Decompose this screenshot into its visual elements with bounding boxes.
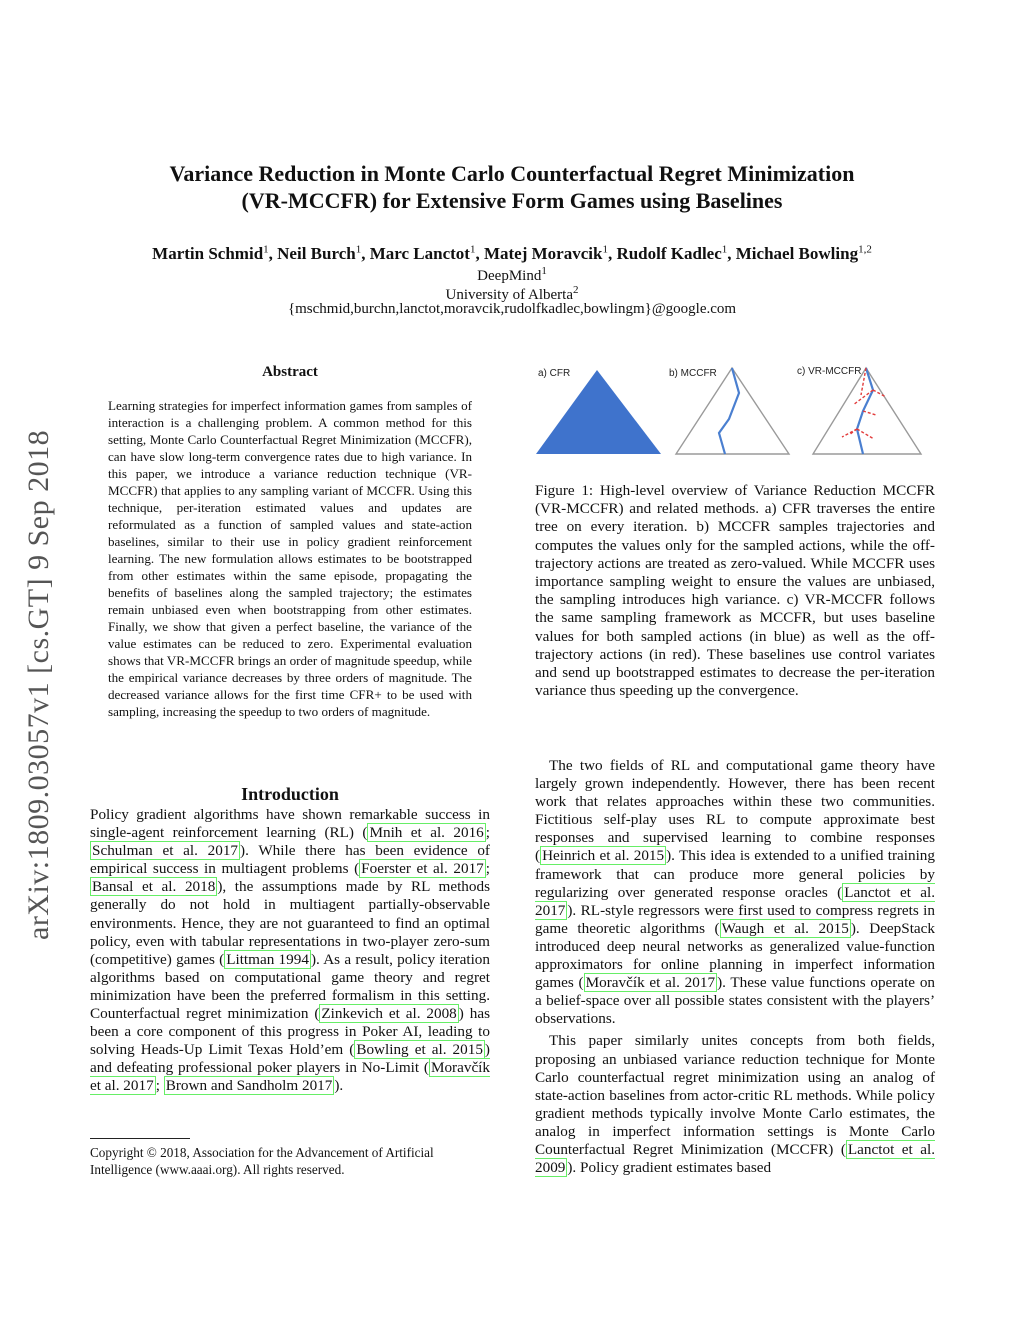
intro-paragraph-2: The two fields of RL and computational game theory have largely grown independently. However, there has been recent work that relates approaches within these two communities. Fictitious self-play uses RL to compute approximate best responses and supervised learning to combine responses ( Heinrich et al. 2015 ). This idea is extended to a unified training framework that can produce more general policies by regularizing over generated response oracles ( Lanctot et al. 2017 ). RL-style regressors were first used to compress regrets in game theoretic algorithms ( Waugh et al. 2015 ). DeepStack introduced deep neural networks as generalized value-function approximators for online planning in imperfect information games ( Moravčík et al. 2017 ). These value functions operate on a belief-space over all possible states consistent with the players’ observations. (535, 757, 936, 1028)
citation-link[interactable]: Lanctot et al. 2017 (535, 883, 935, 919)
title-line-1: Variance Reduction in Monte Carlo Counterfactual Regret Minimization (169, 161, 855, 186)
citation-link[interactable]: Heinrich et al. 2015 (542, 847, 665, 865)
citation-link[interactable]: Moravčík et al. 2017 (585, 974, 716, 992)
right-column (535, 757, 935, 1177)
paper-title (60, 160, 964, 214)
abstract-text: Learning strategies for imperfect information games from samples of interaction is a challenging problem. A common method for this setting, Monte Carlo Counterfactual Regret Minimization (MCCFR), can have slow long-term convergence rates due to high variance. In this paper, we introduce a variance reduction technique (VR-MCCFR) that applies to any sampling variant of MCCFR. Using this technique, per-iteration estimated values and updates are reformulated as a function of sampled values and state-action baselines, similar to their use in policy gradient reinforcement learning. The new formulation allows estimates to be bootstrapped from other estimates within the same episode, propagating the benefits of baselines along the sampled trajectory; the estimates remain unbiased even when bootstrapping from other estimates. Finally, we show that given a perfect baseline, the variance of the value estimates can be reduced to zero. Experimental evaluation shows that VR-MCCFR brings an order of magnitude speedup, while the empirical variance decreases by three orders of magnitude. The decreased variance allows for the first time CFR+ to be used with sampling, increasing the speedup to two orders of magnitude. (108, 398, 472, 719)
cfr-tree-triangle (536, 370, 661, 454)
mccfr-sampled-trajectory (719, 368, 739, 454)
intro-paragraph-1: Policy gradient algorithms have shown remarkable success in single-agent reinforcement learning (RL) ( Mnih et al. 2016 ; Schulman et al. 2017 ). While there has been evidence of empirical success in multiagent problems ( Foerster et al. 2017 ; Bansal et al. 2018 ), the assumptions made by RL methods generally do not hold in multiagent partially-observable environments. Hence, they are not guaranteed to find an optimal policy, even with tabular representations in two-player zero-sum (competitive) games ( Littman 1994 ). As a result, policy iteration algorithms based on computational game theory and regret minimization have been the preferred formalism in this setting. Counterfactual regret minimization ( Zinkevich et al. 2008 ) has been a core component of this progress in Poker AI, leading to solving Heads-Up Limit Texas Hold’em ( Bowling et al. 2015 ) and defeating professional poker players in No-Limit ( Moravčík et al. 2017 ; Brown and Sandholm 2017 ). (90, 806, 490, 1095)
title-line-2: (VR-MCCFR) for Extensive Form Games using Baselines (241, 188, 783, 213)
citation-link[interactable]: Zinkevich et al. 2008 (321, 1005, 457, 1023)
vr-mccfr-baseline-branches (842, 368, 886, 439)
author: Michael Bowling$^{1,2}$ (735, 243, 872, 263)
author: Marc Lanctot$^1$, (369, 243, 484, 263)
citation-link[interactable]: Mnih et al. 2016 (369, 824, 484, 842)
figure-1-caption: Figure 1: High-level overview of Variance Reduction MCCFR (VR-MCCFR) and related methods. a) CFR traverses the entire tree on every iteration. b) MCCFR samples trajectories and computes the values only for the sampled actions, while the off-trajectory actions are treated as zero-valued. While MCCFR uses importance sampling weight to ensure the values are unbiased, the sampling introduces high variance. c) VR-MCCFR follows the same sampling framework as MCCFR, but uses baseline values for both sampled actions (in blue) as well as the off-trajectory actions (in red). These baselines use control variates and send up bootstrapped estimates to decrease the per-iteration variance thus speeding up the convergence. (535, 482, 935, 700)
author: Martin Schmid$^1$, (152, 243, 278, 263)
affiliation-deepmind: DeepMind$^1$ (477, 265, 547, 284)
abstract-heading: Abstract (262, 364, 318, 380)
figure-1 (533, 355, 933, 467)
citation-link[interactable]: Bowling et al. 2015 (356, 1041, 483, 1059)
author-emails: {mschmid,burchn,lanctot,moravcik,rudolfkadlec,bowlingm}@google.com (287, 301, 737, 317)
author: Rudolf Kadlec$^1$, (616, 243, 736, 263)
baseline-branch (863, 411, 876, 415)
arxiv-stamp: arXiv:1809.03057v1 [cs.GT] 9 Sep 2018 (22, 429, 55, 940)
footnote-rule (90, 1138, 190, 1139)
introduction-heading: Introduction (241, 784, 339, 804)
author: Matej Moravcik$^1$, (483, 243, 617, 263)
author-list (40, 239, 984, 264)
citation-link[interactable]: Waugh et al. 2015 (721, 919, 849, 937)
copyright-footnote: Copyright © 2018, Association for the Advancement of Artificial Intelligence (www.aaai.org). All rights reserved. (90, 1145, 434, 1177)
panel-b-label: b) MCCFR (669, 368, 717, 379)
intro-paragraph-3: This paper similarly unites concepts from both fields, proposing an unbiased variance reduction technique for Monte Carlo counterfactual regret minimization using an analog of state-action baselines from actor-critic RL methods. While policy gradient methods typically involve Monte Carlo estimates, the analog in imperfect information settings is Monte Carlo Counterfactual Regret Minimization (MCCFR) ( Lanctot et al. 2009 ). Policy gradient estimates based (535, 1032, 935, 1177)
panel-a-label: a) CFR (538, 368, 571, 379)
panel-c-label: c) VR-MCCFR (797, 366, 862, 377)
baseline-branch (873, 390, 886, 397)
citation-link[interactable]: Bansal et al. 2018 (92, 878, 216, 896)
figure-1-diagram (533, 355, 933, 467)
vr-mccfr-tree-triangle (813, 368, 921, 454)
citation-link[interactable]: Moravčík et al. 2017 (90, 1059, 490, 1095)
left-column (90, 806, 490, 1096)
citation-link[interactable]: Brown and Sandholm 2017 (165, 1077, 333, 1095)
affiliation-alberta: University of Alberta$^2$ (445, 284, 579, 303)
citation-link[interactable]: Lanctot et al. 2009 (535, 1140, 935, 1177)
citation-link[interactable]: Littman 1994 (226, 950, 309, 968)
citation-link[interactable]: Foerster et al. 2017 (361, 860, 484, 878)
citation-link[interactable]: Schulman et al. 2017 (92, 842, 239, 860)
author: Neil Burch$^1$, (277, 243, 370, 263)
